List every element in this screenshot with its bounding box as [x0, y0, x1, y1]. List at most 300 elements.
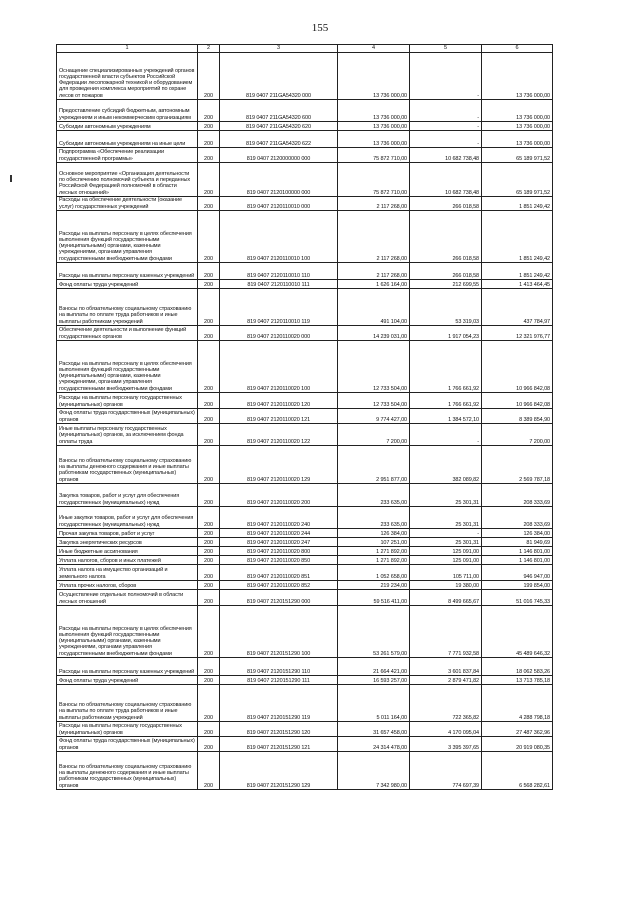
row-approved-cell: [338, 211, 410, 263]
row-remaining-cell: [482, 409, 553, 424]
row-name-cell: [57, 606, 198, 658]
table-row: [57, 53, 553, 100]
row-name: Уплата налога на имущество организаций и земельного налога: [59, 567, 168, 580]
table-row: [57, 676, 553, 685]
row-code-cell: [198, 529, 220, 538]
row-executed-cell: [410, 446, 482, 484]
table-row: [57, 100, 553, 122]
row-executed: 10 682 738,48: [445, 155, 479, 162]
row-executed: 3 395 397,65: [448, 744, 479, 751]
row-remaining-cell: [482, 606, 553, 658]
row-remaining-cell: [482, 484, 553, 507]
row-remaining: 6 568 282,61: [519, 782, 550, 789]
row-name: Фонд оплаты труда учреждений: [59, 677, 139, 684]
header-col-2: 2: [198, 45, 220, 53]
row-code-cell: [198, 676, 220, 685]
row-name: Прочая закупка товаров, работ и услуг: [59, 530, 155, 537]
table-row: [57, 424, 553, 446]
row-kbk: 819 0407 211GA54320 600: [246, 114, 311, 121]
row-code: 200: [204, 573, 213, 580]
row-approved: 1 052 658,00: [376, 573, 407, 580]
row-remaining: 13 713 785,18: [516, 677, 550, 684]
row-code: 200: [204, 582, 213, 589]
table-row: [57, 263, 553, 280]
row-executed-cell: [410, 263, 482, 280]
row-remaining-cell: [482, 722, 553, 737]
table-row: [57, 685, 553, 722]
row-approved-cell: [338, 556, 410, 565]
table-row: [57, 658, 553, 676]
row-executed-cell: [410, 581, 482, 590]
row-remaining-cell: [482, 424, 553, 446]
row-name-cell: [57, 685, 198, 722]
row-code: 200: [204, 548, 213, 555]
row-executed-cell: [410, 280, 482, 289]
row-approved-cell: [338, 676, 410, 685]
row-code: 200: [204, 255, 213, 262]
row-kbk-cell: [220, 581, 338, 590]
row-kbk: 819 0407 2120110020 240: [246, 521, 311, 528]
row-kbk: 819 0407 2120110020 247: [246, 539, 311, 546]
row-kbk: 819 0407 2120110010 000: [246, 203, 311, 210]
row-kbk: 819 0407 2120110010 119: [247, 318, 310, 325]
row-executed: 266 018,58: [452, 272, 479, 279]
row-code-cell: [198, 341, 220, 393]
row-executed: 1 384 572,10: [448, 416, 479, 423]
row-kbk: 819 0407 2120151290 121: [246, 744, 311, 751]
table-row: [57, 547, 553, 556]
row-code-cell: [198, 590, 220, 606]
page-number: 155: [311, 22, 329, 34]
row-approved: 14 239 031,00: [373, 333, 407, 340]
row-executed: 125 091,00: [452, 548, 479, 555]
row-approved-cell: [338, 53, 410, 100]
table-row: [57, 280, 553, 289]
table-row: [57, 507, 553, 529]
row-remaining: 7 200,00: [529, 438, 550, 445]
row-kbk-cell: [220, 737, 338, 752]
row-executed: 774 697,39: [452, 782, 479, 789]
row-approved-cell: [338, 409, 410, 424]
row-name-cell: [57, 529, 198, 538]
row-kbk-cell: [220, 393, 338, 409]
row-kbk-cell: [220, 341, 338, 393]
row-code-cell: [198, 122, 220, 131]
row-approved: 31 657 458,00: [373, 729, 407, 736]
row-name-cell: [57, 507, 198, 529]
row-kbk-cell: [220, 606, 338, 658]
row-executed: 7 771 932,58: [448, 650, 479, 657]
row-kbk: 819 0407 211GA54320 622: [246, 140, 311, 147]
row-kbk-cell: [220, 263, 338, 280]
row-approved: 491 104,00: [380, 318, 407, 325]
row-executed-cell: [410, 409, 482, 424]
row-remaining: 13 736 000,00: [516, 140, 550, 147]
row-executed: 10 682 738,48: [445, 189, 479, 196]
row-name-cell: [57, 581, 198, 590]
row-approved: 59 516 411,00: [373, 598, 407, 605]
row-remaining: 126 384,00: [523, 530, 550, 537]
row-remaining-cell: [482, 289, 553, 326]
row-code-cell: [198, 393, 220, 409]
row-name: Иные бюджетные ассигнования: [59, 548, 138, 555]
row-code: 200: [204, 499, 213, 506]
table-row: [57, 538, 553, 547]
row-executed: 8 499 665,67: [448, 598, 479, 605]
row-code-cell: [198, 53, 220, 100]
row-kbk: 819 0407 2120110020 851: [246, 573, 311, 580]
row-remaining-cell: [482, 737, 553, 752]
row-remaining: 12 321 976,77: [516, 333, 550, 340]
row-code: 200: [204, 729, 213, 736]
row-code-cell: [198, 752, 220, 790]
row-executed-cell: [410, 685, 482, 722]
row-executed: -: [477, 140, 479, 147]
table-row: [57, 606, 553, 658]
row-executed-cell: [410, 163, 482, 197]
row-name: Уплата налогов, сборов и иных платежей: [59, 557, 161, 564]
row-remaining-cell: [482, 556, 553, 565]
table-row: [57, 529, 553, 538]
row-name: Взносы по обязательному социальному страхованию на выплаты по оплате труда работников и иные выплаты работникам учреждений: [59, 702, 192, 721]
row-name: Расходы на выплаты персоналу в целях обеспечения выполнения функций государственными (муниципальными) органами, казенными учреждениями, органами управления государственными внебюджетными фондами: [59, 230, 192, 262]
row-name-cell: [57, 289, 198, 326]
row-executed: 25 301,31: [455, 521, 479, 528]
row-remaining: 13 736 000,00: [516, 114, 550, 121]
row-name: Обеспечение деятельности и выполнение функций государственных органов: [59, 327, 187, 340]
row-name-cell: [57, 565, 198, 581]
row-code-cell: [198, 722, 220, 737]
row-kbk-cell: [220, 131, 338, 148]
row-name: Взносы по обязательному социальному страхованию на выплаты денежного содержания и иные выплаты работникам государственных (муниципальных) органов: [59, 763, 192, 789]
row-approved-cell: [338, 737, 410, 752]
row-code: 200: [204, 401, 213, 408]
row-name-cell: [57, 211, 198, 263]
row-name-cell: [57, 484, 198, 507]
row-approved: 107 251,00: [380, 539, 407, 546]
row-executed: 105 711,00: [452, 573, 479, 580]
row-name: Фонд оплаты труда государственных (муниципальных) органов: [59, 738, 195, 751]
row-remaining: 1 146 801,00: [519, 557, 550, 564]
row-kbk-cell: [220, 547, 338, 556]
row-approved: 75 872 710,00: [373, 189, 407, 196]
row-executed: 3 601 837,84: [448, 668, 479, 675]
row-remaining: 208 333,69: [523, 499, 550, 506]
row-executed-cell: [410, 148, 482, 163]
row-approved: 5 011 164,00: [376, 714, 407, 721]
row-approved: 7 200,00: [386, 438, 407, 445]
row-kbk: 819 0407 2120110010 111: [247, 281, 310, 288]
row-kbk-cell: [220, 538, 338, 547]
row-remaining: 13 736 000,00: [516, 123, 550, 130]
row-executed: -: [477, 114, 479, 121]
row-code-cell: [198, 606, 220, 658]
row-name: Фонд оплаты труда учреждений: [59, 281, 139, 288]
table-row: [57, 148, 553, 163]
row-executed-cell: [410, 100, 482, 122]
row-name: Взносы по обязательному социальному страхованию на выплаты по оплате труда работников и иные выплаты работникам учреждений: [59, 306, 192, 325]
row-code: 200: [204, 123, 213, 130]
row-remaining-cell: [482, 100, 553, 122]
row-name-cell: [57, 100, 198, 122]
scan-edge-mark: [10, 175, 12, 182]
row-executed-cell: [410, 484, 482, 507]
row-executed-cell: [410, 53, 482, 100]
row-name: Расходы на выплаты персоналу казенных учреждений: [59, 668, 195, 675]
row-kbk: 819 0407 2120151290 119: [246, 714, 311, 721]
row-remaining-cell: [482, 148, 553, 163]
table-header: [57, 45, 553, 53]
row-code-cell: [198, 484, 220, 507]
row-executed: -: [477, 123, 479, 130]
row-kbk: 819 0407 2120110020 850: [246, 557, 311, 564]
table-row: [57, 556, 553, 565]
row-remaining-cell: [482, 507, 553, 529]
table-row: [57, 581, 553, 590]
row-name: Расходы на выплаты персоналу государственных (муниципальных) органов: [59, 723, 182, 736]
row-executed: 25 301,31: [455, 499, 479, 506]
row-approved: 12 733 504,00: [373, 401, 407, 408]
row-executed-cell: [410, 326, 482, 341]
row-name: Предоставление субсидий бюджетным, автономным учреждениям и иным некоммерческим организациям: [59, 108, 191, 121]
row-approved-cell: [338, 752, 410, 790]
row-kbk-cell: [220, 409, 338, 424]
header-col-3: 3: [220, 45, 338, 53]
row-code: 200: [204, 281, 213, 288]
row-code-cell: [198, 581, 220, 590]
header-col-4: 4: [338, 45, 410, 53]
row-approved: 13 736 000,00: [373, 123, 407, 130]
row-kbk: 819 0407 211GA54320 000: [246, 92, 311, 99]
row-executed-cell: [410, 590, 482, 606]
row-approved: 9 774 427,00: [376, 416, 407, 423]
row-kbk-cell: [220, 100, 338, 122]
row-remaining: 208 333,69: [523, 521, 550, 528]
row-executed-cell: [410, 122, 482, 131]
row-remaining-cell: [482, 446, 553, 484]
table-row: [57, 393, 553, 409]
row-kbk: 819 0407 2120151290 120: [246, 729, 311, 736]
row-remaining-cell: [482, 326, 553, 341]
row-remaining-cell: [482, 163, 553, 197]
row-name-cell: [57, 676, 198, 685]
row-remaining: 946 947,00: [523, 573, 550, 580]
row-name-cell: [57, 752, 198, 790]
row-remaining-cell: [482, 752, 553, 790]
row-approved: 75 872 710,00: [373, 155, 407, 162]
row-code: 200: [204, 114, 213, 121]
row-code: 200: [204, 203, 213, 210]
row-code: 200: [204, 189, 213, 196]
row-remaining-cell: [482, 676, 553, 685]
row-approved: 12 733 504,00: [373, 385, 407, 392]
row-code: 200: [204, 530, 213, 537]
row-name-cell: [57, 197, 198, 211]
row-code: 200: [204, 650, 213, 657]
row-name: Расходы на выплаты персоналу государственных (муниципальных) органов: [59, 395, 182, 408]
row-approved-cell: [338, 581, 410, 590]
row-approved-cell: [338, 100, 410, 122]
row-approved: 21 664 421,00: [373, 668, 407, 675]
row-name: Расходы на выплаты персоналу в целях обеспечения выполнения функций государственными (муниципальными) органами, казенными учреждениями, органами управления государственными внебюджетными фондами: [59, 625, 192, 657]
row-code: 200: [204, 385, 213, 392]
row-name-cell: [57, 148, 198, 163]
row-kbk-cell: [220, 446, 338, 484]
row-code: 200: [204, 521, 213, 528]
row-remaining: 51 016 745,33: [516, 598, 550, 605]
row-kbk-cell: [220, 484, 338, 507]
row-kbk: 819 0407 2120110010 110: [247, 272, 310, 279]
row-approved: 1 271 892,00: [376, 548, 407, 555]
row-code: 200: [204, 438, 213, 445]
row-code-cell: [198, 211, 220, 263]
row-kbk-cell: [220, 163, 338, 197]
row-remaining: 20 919 080,35: [516, 744, 550, 751]
row-approved: 219 234,00: [380, 582, 407, 589]
row-kbk: 819 0407 2120151290 111: [247, 677, 310, 684]
row-kbk: 819 0407 2120151290 129: [246, 782, 311, 789]
row-kbk-cell: [220, 53, 338, 100]
row-name: Расходы на выплаты персоналу в целях обеспечения выполнения функций государственными (муниципальными) органами, казенными учреждениями, органами управления государственными внебюджетными фондами: [59, 360, 192, 392]
row-kbk: 819 0407 2120110020 100: [246, 385, 311, 392]
row-name-cell: [57, 341, 198, 393]
row-approved-cell: [338, 280, 410, 289]
row-approved-cell: [338, 131, 410, 148]
row-code-cell: [198, 538, 220, 547]
row-approved: 13 736 000,00: [373, 92, 407, 99]
row-approved: 1 271 892,00: [376, 557, 407, 564]
row-name: Субсидии автономным учреждениям: [59, 123, 151, 130]
row-executed-cell: [410, 556, 482, 565]
table-row: [57, 131, 553, 148]
row-remaining: 18 062 583,26: [516, 668, 550, 675]
row-name-cell: [57, 538, 198, 547]
row-executed: 1 766 661,92: [448, 401, 479, 408]
row-executed: 266 018,58: [452, 255, 479, 262]
row-approved-cell: [338, 424, 410, 446]
row-executed-cell: [410, 341, 482, 393]
row-approved-cell: [338, 565, 410, 581]
row-remaining-cell: [482, 685, 553, 722]
row-name-cell: [57, 53, 198, 100]
row-remaining: 65 189 971,52: [516, 189, 550, 196]
row-remaining-cell: [482, 658, 553, 676]
row-executed: -: [477, 530, 479, 537]
table-row: [57, 326, 553, 341]
row-executed: 382 089,82: [452, 476, 479, 483]
row-remaining-cell: [482, 341, 553, 393]
table-row: [57, 565, 553, 581]
row-approved-cell: [338, 507, 410, 529]
row-name-cell: [57, 122, 198, 131]
row-executed: -: [477, 92, 479, 99]
row-name-cell: [57, 556, 198, 565]
row-kbk-cell: [220, 529, 338, 538]
row-executed: 19 380,00: [455, 582, 479, 589]
row-approved: 1 626 164,00: [376, 281, 407, 288]
row-kbk: 819 0407 2120110020 120: [246, 401, 311, 408]
row-approved-cell: [338, 722, 410, 737]
row-executed-cell: [410, 289, 482, 326]
row-approved-cell: [338, 163, 410, 197]
row-code-cell: [198, 556, 220, 565]
row-name: Расходы на обеспечение деятельности (оказание услуг) государственных учреждений: [59, 197, 182, 210]
row-kbk: 819 0407 2120110010 100: [246, 255, 311, 262]
row-executed-cell: [410, 529, 482, 538]
row-remaining-cell: [482, 131, 553, 148]
row-approved: 2 117 268,00: [376, 203, 407, 210]
row-kbk: 819 0407 2120110020 800: [246, 548, 311, 555]
row-kbk-cell: [220, 424, 338, 446]
row-executed: 2 879 471,82: [448, 677, 479, 684]
row-code-cell: [198, 289, 220, 326]
table-row: [57, 163, 553, 197]
row-remaining-cell: [482, 53, 553, 100]
row-code: 200: [204, 677, 213, 684]
row-approved: 13 736 000,00: [373, 114, 407, 121]
row-name-cell: [57, 658, 198, 676]
row-remaining: 2 569 787,18: [519, 476, 550, 483]
row-remaining: 1 851 249,42: [519, 203, 550, 210]
table-row: [57, 289, 553, 326]
row-remaining-cell: [482, 263, 553, 280]
row-approved-cell: [338, 393, 410, 409]
row-kbk-cell: [220, 658, 338, 676]
row-code: 200: [204, 416, 213, 423]
row-executed: 4 170 095,04: [448, 729, 479, 736]
row-code: 200: [204, 476, 213, 483]
row-code: 200: [204, 92, 213, 99]
row-remaining: 4 288 798,18: [519, 714, 550, 721]
row-name: Осуществление отдельных полномочий в области лесных отношений: [59, 592, 184, 605]
row-kbk: 819 0407 2120110020 200: [246, 499, 311, 506]
row-code: 200: [204, 557, 213, 564]
row-name: Субсидии автономным учреждениям на иные цели: [59, 140, 186, 147]
row-remaining-cell: [482, 211, 553, 263]
row-approved-cell: [338, 326, 410, 341]
row-code: 200: [204, 155, 213, 162]
row-remaining: 65 189 971,52: [516, 155, 550, 162]
row-name: Подпрограмма «Обеспечение реализации государственной программы»: [59, 149, 164, 162]
row-approved-cell: [338, 484, 410, 507]
row-kbk-cell: [220, 590, 338, 606]
row-code: 200: [204, 744, 213, 751]
row-code-cell: [198, 409, 220, 424]
row-executed-cell: [410, 131, 482, 148]
row-approved: 13 736 000,00: [373, 140, 407, 147]
row-name: Уплата прочих налогов, сборов: [59, 582, 137, 589]
row-name-cell: [57, 163, 198, 197]
row-code-cell: [198, 424, 220, 446]
row-code-cell: [198, 263, 220, 280]
row-code-cell: [198, 547, 220, 556]
table-row: [57, 484, 553, 507]
row-remaining: 1 413 464,45: [519, 281, 550, 288]
row-approved-cell: [338, 263, 410, 280]
row-name: Фонд оплаты труда государственных (муниципальных) органов: [59, 410, 195, 423]
row-name: Иные выплаты персоналу государственных (муниципальных) органов, за исключением фонда оплаты труда: [59, 426, 184, 445]
row-remaining: 13 736 000,00: [516, 92, 550, 99]
row-kbk-cell: [220, 556, 338, 565]
row-remaining: 437 784,97: [523, 318, 550, 325]
row-approved: 233 635,00: [380, 521, 407, 528]
row-kbk-cell: [220, 752, 338, 790]
row-approved-cell: [338, 341, 410, 393]
row-kbk-cell: [220, 289, 338, 326]
row-code-cell: [198, 148, 220, 163]
row-executed-cell: [410, 547, 482, 556]
row-remaining: 1 851 249,42: [519, 255, 550, 262]
